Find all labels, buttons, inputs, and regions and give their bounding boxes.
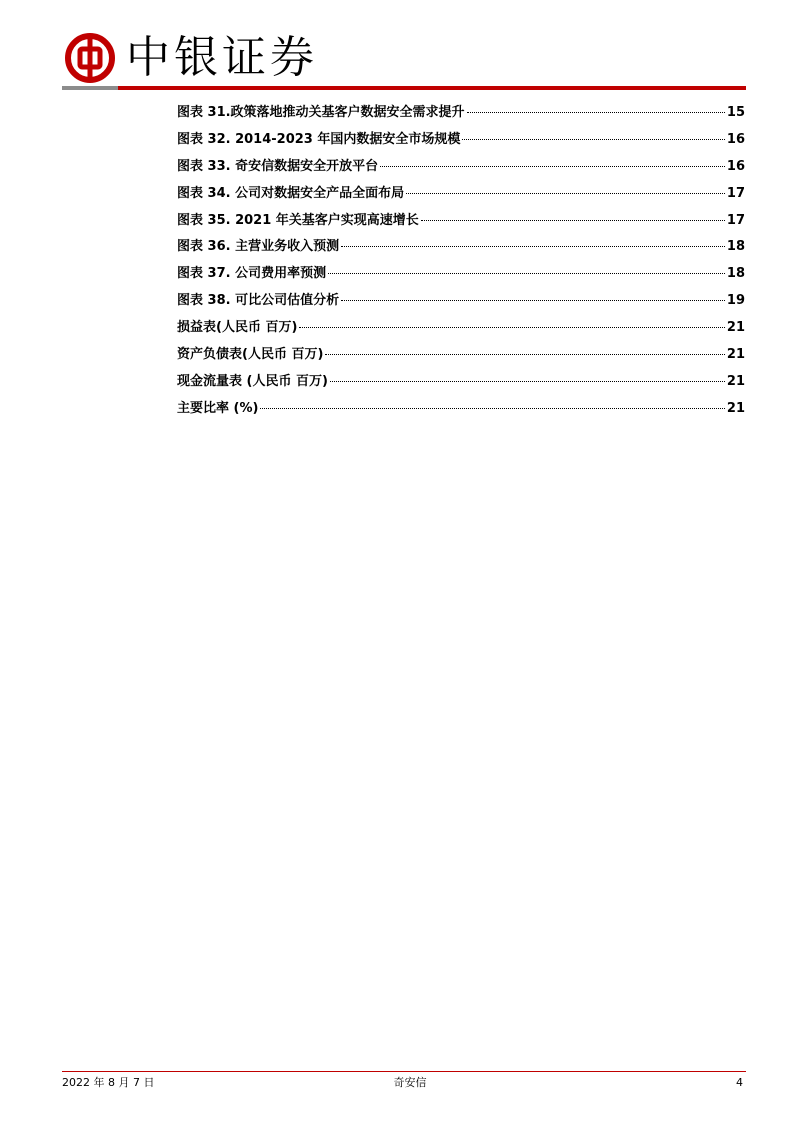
toc-entry-label: 图表 35. 2021 年关基客户实现高速增长: [177, 212, 419, 228]
toc-entry[interactable]: [177, 289, 745, 316]
toc-entry-label: 图表 32. 2014-2023 年国内数据安全市场规模: [177, 131, 461, 147]
toc-entry-page: 21: [726, 373, 745, 389]
toc-leader: [462, 139, 725, 140]
toc-entry[interactable]: [177, 101, 745, 128]
toc-leader: [380, 166, 725, 167]
toc-entry[interactable]: [177, 343, 745, 370]
toc-entry-page: 21: [726, 347, 745, 363]
toc-entry-page: 19: [726, 293, 745, 309]
toc-entry-label: 图表 36. 主营业务收入预测: [177, 239, 340, 255]
toc-leader: [260, 408, 724, 409]
toc-entry-label: 图表 37. 公司费用率预测: [177, 266, 327, 282]
toc-entry-page: 18: [726, 266, 745, 282]
toc-entry[interactable]: [177, 370, 745, 397]
toc-entry[interactable]: [177, 316, 745, 343]
toc-entry[interactable]: [177, 182, 745, 209]
bank-of-china-logo-icon: [64, 32, 116, 84]
toc-entry-page: 21: [726, 320, 745, 336]
footer-company: 奇安信: [393, 1076, 427, 1089]
brand-name: 中银证券: [126, 32, 318, 83]
toc-entry-label: 主要比率 (%): [177, 400, 259, 416]
toc-entry[interactable]: [177, 262, 745, 289]
header-rule-left: [62, 86, 118, 90]
footer-rule: [62, 1071, 746, 1072]
toc-leader: [299, 327, 724, 328]
toc-entry-page: 16: [726, 131, 745, 147]
toc-entry[interactable]: [177, 235, 745, 262]
toc-entry-label: 图表 31.政策落地推动关基客户数据安全需求提升: [177, 105, 465, 120]
toc-entry-page: 15: [726, 105, 745, 120]
toc-entry[interactable]: [177, 128, 745, 155]
toc-entry-label: 图表 34. 公司对数据安全产品全面布局: [177, 185, 405, 201]
toc-leader: [406, 193, 725, 194]
toc-entry-label: 图表 38. 可比公司估值分析: [177, 293, 340, 309]
toc-entry-page: 18: [726, 239, 745, 255]
toc-leader: [421, 220, 725, 221]
toc-entry-page: 17: [726, 185, 745, 201]
header-rule: [118, 86, 746, 90]
toc-entry-label: 现金流量表 (人民币 百万): [177, 373, 328, 389]
toc-leader: [341, 300, 725, 301]
toc-entry-page: 21: [726, 400, 745, 416]
toc-leader: [325, 354, 724, 355]
toc-entry-label: 资产负债表(人民币 百万): [177, 347, 324, 363]
footer-date: 2022 年 8 月 7 日: [62, 1076, 155, 1089]
footer-page-number: 4: [736, 1076, 743, 1089]
toc-entry-page: 16: [726, 158, 745, 174]
toc-entry[interactable]: [177, 397, 745, 424]
toc-leader: [328, 273, 725, 274]
page-header: [0, 0, 793, 100]
toc-entry[interactable]: [177, 155, 745, 182]
toc-leader: [341, 246, 725, 247]
table-of-figures: [177, 101, 745, 424]
toc-entry-label: 损益表(人民币 百万): [177, 320, 298, 336]
toc-leader: [330, 381, 725, 382]
toc-leader: [467, 112, 725, 113]
toc-entry-label: 图表 33. 奇安信数据安全开放平台: [177, 158, 379, 174]
toc-entry[interactable]: [177, 209, 745, 236]
toc-entry-page: 17: [726, 212, 745, 228]
